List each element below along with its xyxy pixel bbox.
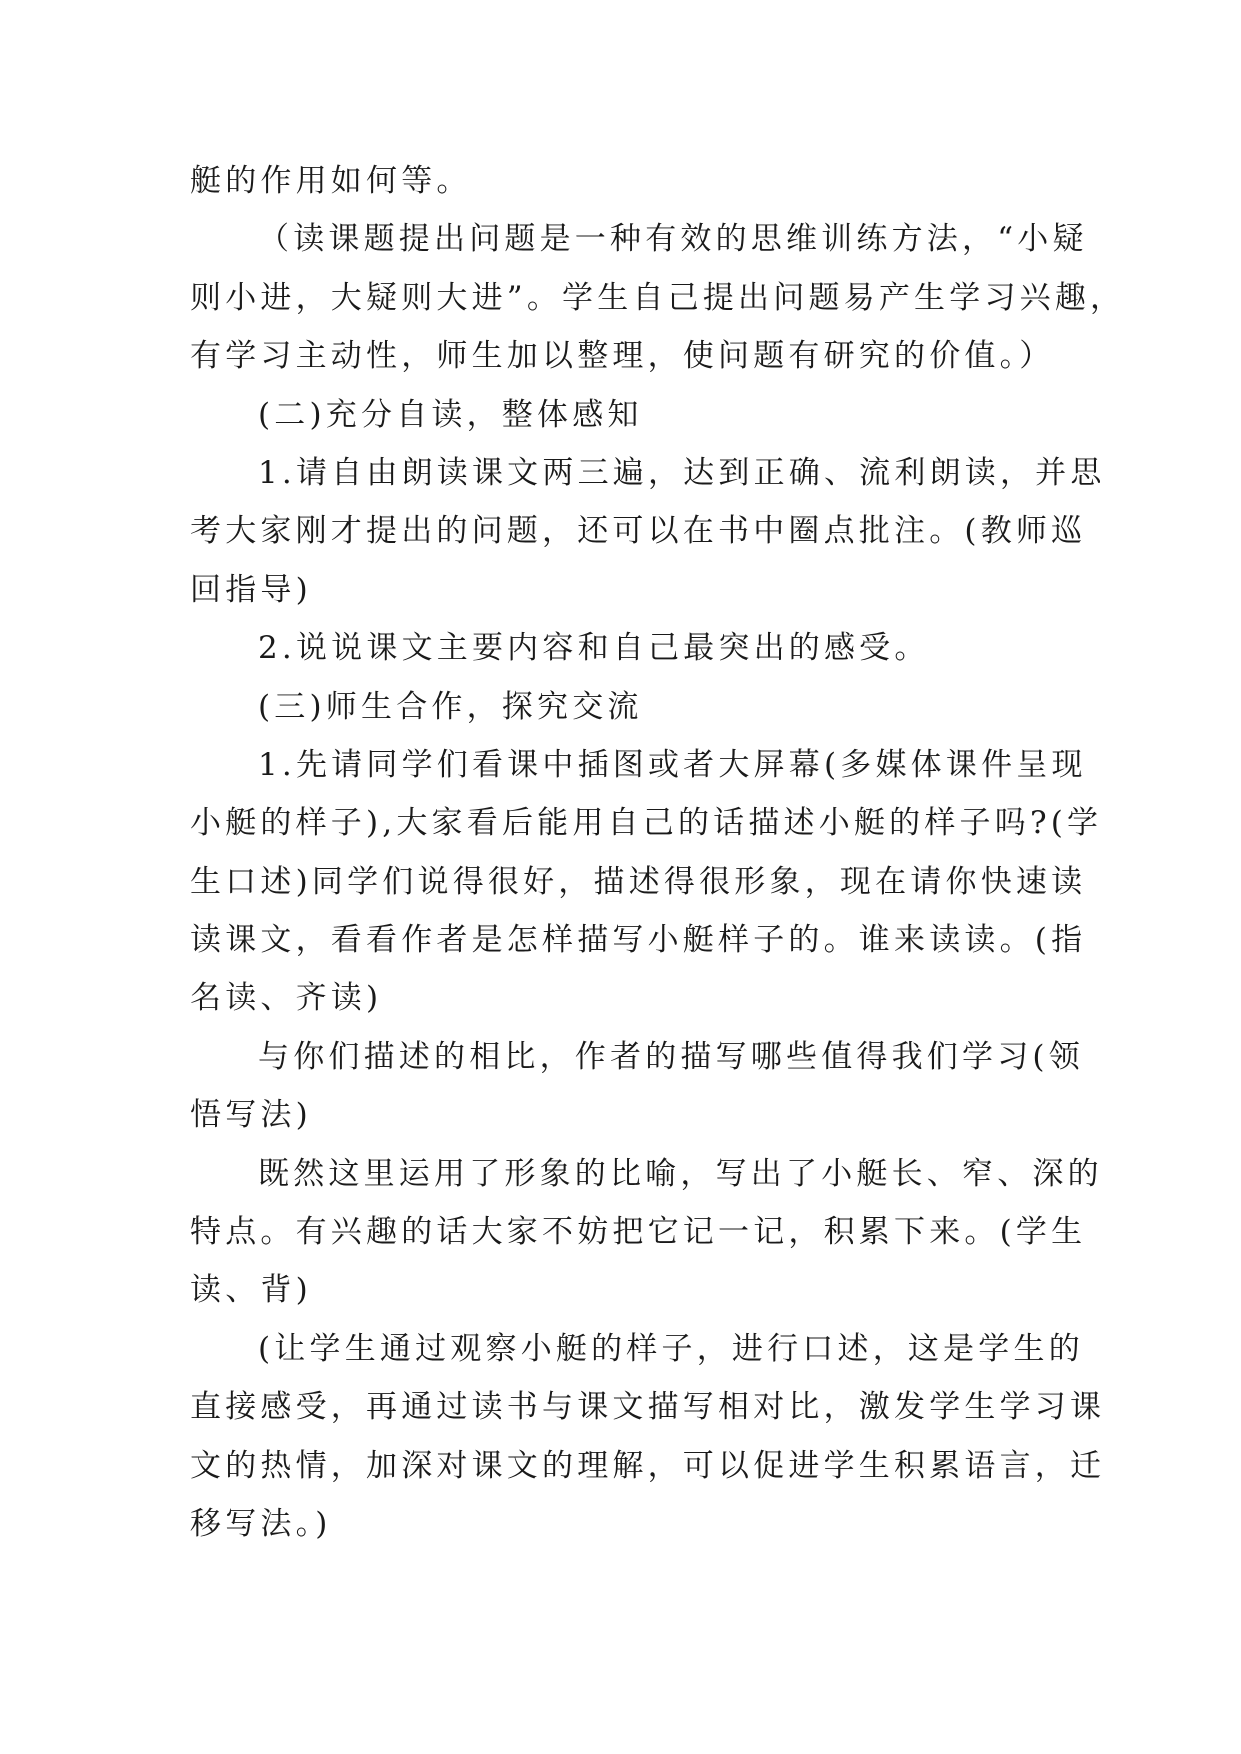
text-line-21: (让学生通过观察小艇的样子，进行口述，这是学生的 (258, 1330, 1084, 1367)
text-line-1: 艇的作用如何等。 (190, 163, 472, 199)
section-heading-3: (三)师生合作，探究交流 (258, 688, 643, 725)
text-line-7: 考大家刚才提出的问题，还可以在书中圈点批注。(教师巡 (190, 513, 1087, 550)
text-line-15: 名读、齐读) (190, 980, 383, 1017)
document-body (190, 152, 1126, 1553)
text-line-13: 生口述)同学们说得很好，描述得很形象，现在请你快速读 (190, 863, 1087, 900)
text-line-17: 悟写法) (190, 1097, 312, 1134)
text-line-18: 既然这里运用了形象的比喻，写出了小艇长、窄、深的 (258, 1155, 1103, 1192)
text-line-4: 有学习主动性，师生加以整理，使问题有研究的价值。） (190, 338, 1055, 375)
text-line-9: 2.说说课文主要内容和自己最突出的感受。 (258, 630, 930, 667)
section-heading-2: (二)充分自读，整体感知 (258, 396, 643, 433)
text-line-16: 与你们描述的相比，作者的描写哪些值得我们学习(领 (258, 1038, 1084, 1075)
text-line-19: 特点。有兴趣的话大家不妨把它记一记，积累下来。(学生 (190, 1214, 1087, 1251)
text-line-24: 移写法。) (190, 1505, 332, 1542)
text-line-3: 则小进，大疑则大进”。学生自己提出问题易产生学习兴趣， (190, 279, 1126, 316)
text-line-8: 回指导) (190, 571, 312, 608)
text-line-6: 1.请自由朗读课文两三遍，达到正确、流利朗读，并思 (258, 454, 1106, 491)
text-line-22: 直接感受，再通过读书与课文描写相对比，激发学生学习课 (190, 1389, 1106, 1426)
text-line-11: 1.先请同学们看课中插图或者大屏幕(多媒体课件呈现 (258, 746, 1087, 783)
text-line-23: 文的热情，加深对课文的理解，可以促进学生积累语言，迁 (190, 1447, 1106, 1484)
text-line-14: 读课文，看看作者是怎样描写小艇样子的。谁来读读。(指 (190, 922, 1087, 959)
text-line-20: 读、背) (190, 1272, 312, 1309)
text-line-2: （读课题提出问题是一种有效的思维训练方法，“小疑 (258, 221, 1088, 258)
text-line-12: 小艇的样子),大家看后能用自己的话描述小艇的样子吗?(学 (190, 805, 1103, 842)
